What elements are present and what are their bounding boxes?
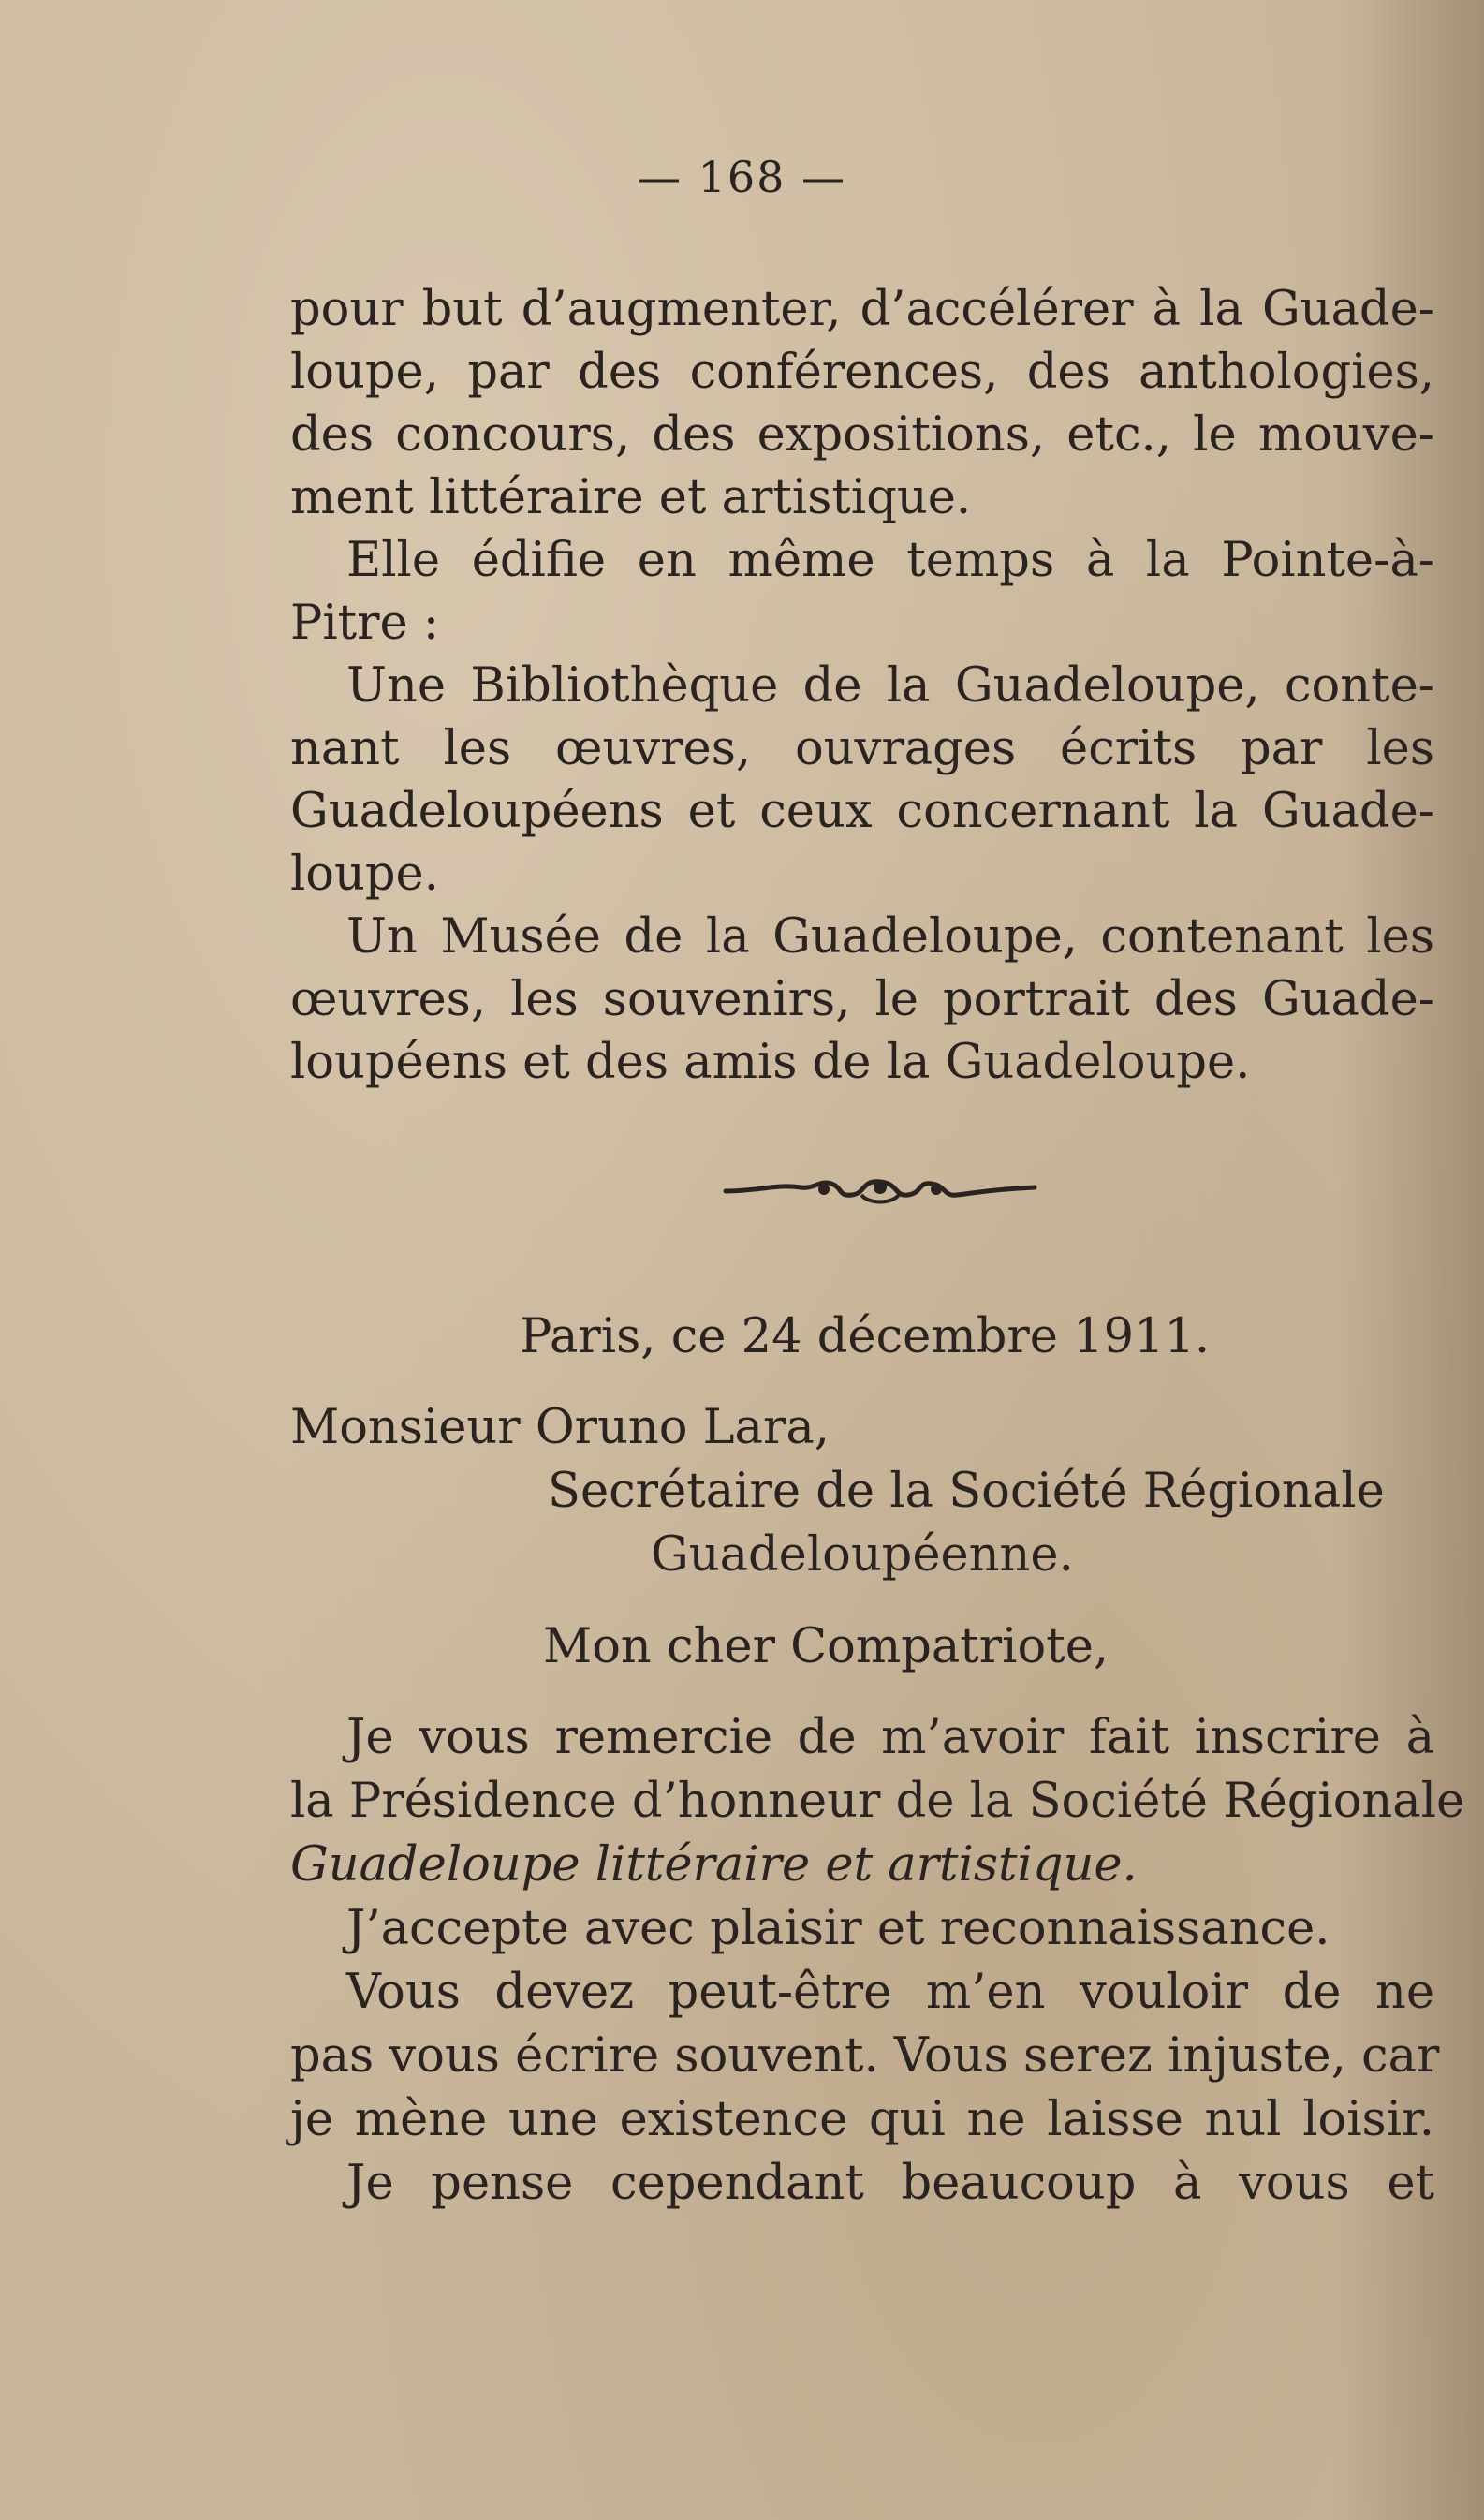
- letter-salutation: Mon cher Compatriote,: [543, 1619, 1109, 1674]
- text-line: la Présidence d’honneur de la Société Régionale: [290, 1774, 1465, 1829]
- letter-recipient-title: Guadeloupéenne.: [651, 1527, 1074, 1583]
- letter-recipient-name: Monsieur Oruno Lara,: [290, 1400, 830, 1455]
- text-line: loupe.: [290, 847, 439, 902]
- text-line: Guadeloupéens et ceux concernant la Guade-: [290, 784, 1434, 839]
- text-line: J’accepte avec plaisir et reconnaissance.: [346, 1901, 1330, 1956]
- text-line: loupéens et des amis de la Guadeloupe.: [290, 1035, 1251, 1090]
- text-line: pour but d’augmenter, d’accélérer à la Guade-: [290, 282, 1434, 337]
- letter-dateline: Paris, ce 24 décembre 1911.: [520, 1309, 1211, 1364]
- letter-recipient-title: Secrétaire de la Société Régionale: [548, 1464, 1385, 1519]
- fleuron-ornament-icon: [721, 1167, 1039, 1212]
- text-line: Un Musée de la Guadeloupe, contenant les: [346, 909, 1434, 965]
- text-line: Je vous remercie de m’avoir fait inscrire à: [346, 1710, 1434, 1765]
- text-line: Une Bibliothèque de la Guadeloupe, conte-: [346, 658, 1434, 714]
- text-line: je mène une existence qui ne laisse nul loisir.: [290, 2092, 1434, 2147]
- text-line: nant les œuvres, ouvrages écrits par les: [290, 721, 1434, 776]
- text-line: Pitre :: [290, 596, 440, 651]
- text-line: Guadeloupe littéraire et artistique.: [290, 1837, 1138, 1893]
- text-line: des concours, des expositions, etc., le mouve-: [290, 407, 1434, 463]
- text-line: Elle édifie en même temps à la Pointe-à-: [346, 533, 1434, 588]
- page-number: — 168 —: [637, 152, 847, 202]
- text-line: loupe, par des conférences, des anthologies,: [290, 345, 1434, 400]
- text-line: pas vous écrire souvent. Vous serez injuste, car: [290, 2028, 1440, 2084]
- text-line: Vous devez peut-être m’en vouloir de ne: [346, 1965, 1434, 2020]
- text-line: Je pense cependant beaucoup à vous et: [346, 2156, 1434, 2211]
- text-line: ment littéraire et artistique.: [290, 470, 972, 525]
- text-line: œuvres, les souvenirs, le portrait des Guade-: [290, 972, 1434, 1027]
